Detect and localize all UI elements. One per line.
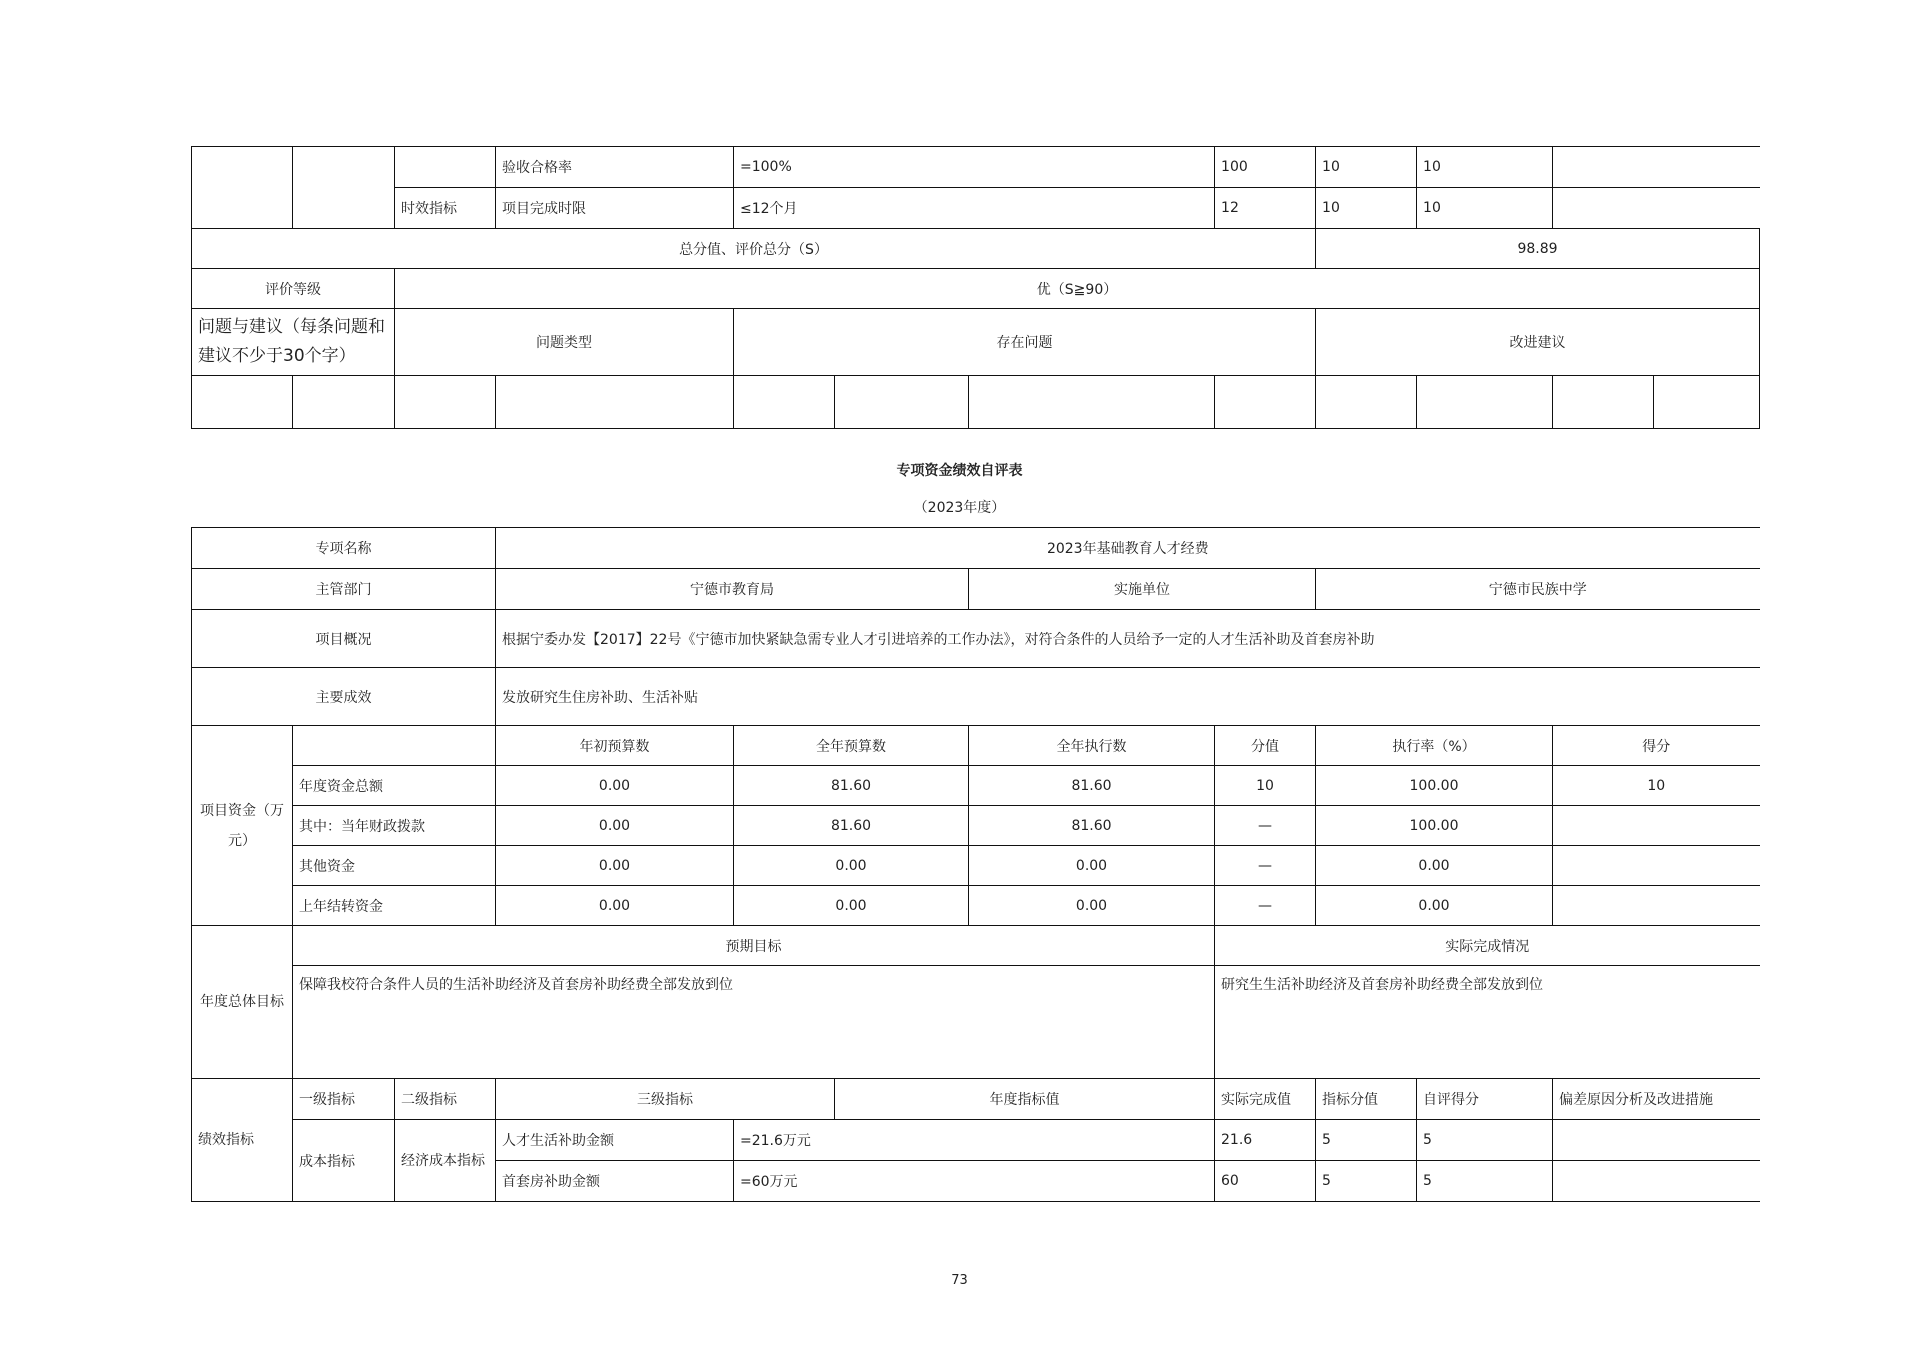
fund-cell: 81.60	[969, 766, 1215, 806]
impl-label: 实施单位	[969, 569, 1316, 610]
fund-cell: 0.00	[969, 846, 1215, 886]
form-title: 专项资金绩效自评表	[896, 463, 1023, 479]
fund-cell	[1553, 806, 1760, 846]
perf-header: 年度指标值	[835, 1079, 1215, 1120]
project-name-label: 专项名称	[192, 528, 496, 569]
secondary-indicator	[395, 147, 496, 188]
fund-cell: 0.00	[734, 846, 969, 886]
blank-cell	[293, 376, 395, 429]
page-number: 73	[951, 1273, 968, 1288]
perf-header: 三级指标	[496, 1079, 835, 1120]
perf-score: 5	[1316, 1161, 1417, 1202]
blank-cell	[1654, 376, 1760, 429]
fund-cell: 0.00	[496, 806, 734, 846]
perf-header: 一级指标	[293, 1079, 395, 1120]
perf-label: 绩效指标	[192, 1079, 293, 1202]
fund-row-name: 年度资金总额	[293, 766, 496, 806]
fund-cell: 0.00	[734, 886, 969, 926]
blank-cell	[969, 376, 1215, 429]
goal-expected-value: 保障我校符合条件人员的生活补助经济及首套房补助经费全部发放到位	[293, 966, 1215, 1079]
project-name: 2023年基础教育人才经费	[496, 528, 1760, 569]
fund-header: 得分	[1553, 726, 1760, 766]
overview-label: 项目概况	[192, 610, 496, 668]
fund-cell: 10	[1215, 766, 1316, 806]
fund-cell: 0.00	[1316, 886, 1553, 926]
blank-cell	[293, 147, 395, 229]
actual-value: 12	[1215, 188, 1316, 229]
tertiary-indicator: 项目完成时限	[496, 188, 734, 229]
fund-row-name: 其他资金	[293, 846, 496, 886]
indicator-score: 10	[1316, 147, 1417, 188]
fund-row-name: 其中：当年财政拨款	[293, 806, 496, 846]
total-score-label: 总分值、评价总分（S）	[192, 229, 1316, 269]
fund-cell: 0.00	[1316, 846, 1553, 886]
form-subtitle: （2023年度）	[913, 500, 1006, 516]
total-score-value: 98.89	[1316, 229, 1760, 269]
fund-cell	[1553, 846, 1760, 886]
perf-header: 自评得分	[1417, 1079, 1553, 1120]
overview-value: 根据宁委办发【2017】22号《宁德市加快紧缺急需专业人才引进培养的工作办法》，对符合条件的人员给予一定的人才生活补助及首套房补助	[496, 610, 1760, 668]
fund-cell: 100.00	[1316, 766, 1553, 806]
fund-cell	[1553, 886, 1760, 926]
issue-exist-header: 存在问题	[734, 309, 1316, 376]
blank-cell	[1553, 376, 1654, 429]
goal-actual-header: 实际完成情况	[1215, 926, 1760, 966]
goal-actual-value: 研究生生活补助经济及首套房补助经费全部发放到位	[1215, 966, 1760, 1079]
grade-label: 评价等级	[192, 269, 395, 309]
blank-cell	[734, 376, 835, 429]
perf-actual: 60	[1215, 1161, 1316, 1202]
dept-label: 主管部门	[192, 569, 496, 610]
perf-header: 指标分值	[1316, 1079, 1417, 1120]
deviation-note	[1553, 188, 1760, 229]
perf-self-score: 5	[1417, 1161, 1553, 1202]
fund-row-name: 上年结转资金	[293, 886, 496, 926]
blank-cell	[1215, 376, 1316, 429]
blank-cell	[192, 147, 293, 229]
issue-type-header: 问题类型	[395, 309, 734, 376]
perf-actual: 21.6	[1215, 1120, 1316, 1161]
actual-value: 100	[1215, 147, 1316, 188]
issues-label: 问题与建议（每条问题和建议不少于30个字）	[192, 309, 395, 376]
fund-cell: 100.00	[1316, 806, 1553, 846]
perf-note	[1553, 1120, 1760, 1161]
blank-cell	[835, 376, 969, 429]
perf-level2: 经济成本指标	[395, 1120, 496, 1202]
blank-cell	[395, 376, 496, 429]
fund-header: 年初预算数	[496, 726, 734, 766]
perf-header: 实际完成值	[1215, 1079, 1316, 1120]
top-evaluation-table	[191, 146, 1760, 429]
perf-note	[1553, 1161, 1760, 1202]
fund-cell: —	[1215, 886, 1316, 926]
impl-value: 宁德市民族中学	[1316, 569, 1760, 610]
deviation-note	[1553, 147, 1760, 188]
issue-improve-header: 改进建议	[1316, 309, 1760, 376]
fund-cell: —	[1215, 846, 1316, 886]
results-label: 主要成效	[192, 668, 496, 726]
perf-item-name: 首套房补助金额	[496, 1161, 734, 1202]
fund-cell: —	[1215, 806, 1316, 846]
blank-cell	[496, 376, 734, 429]
indicator-score: 10	[1316, 188, 1417, 229]
fund-header: 全年预算数	[734, 726, 969, 766]
goal-expected-header: 预期目标	[293, 926, 1215, 966]
self-score: 10	[1417, 147, 1553, 188]
perf-score: 5	[1316, 1120, 1417, 1161]
secondary-indicator: 时效指标	[395, 188, 496, 229]
blank-cell	[1417, 376, 1553, 429]
fund-label: 项目资金（万元）	[192, 726, 293, 926]
grade-value: 优（S≧90）	[395, 269, 1760, 309]
results-value: 发放研究生住房补助、生活补贴	[496, 668, 1760, 726]
fund-header: 分值	[1215, 726, 1316, 766]
perf-target: =21.6万元	[734, 1120, 1215, 1161]
perf-item-name: 人才生活补助金额	[496, 1120, 734, 1161]
fund-cell: 81.60	[734, 806, 969, 846]
fund-cell: 10	[1553, 766, 1760, 806]
perf-level1: 成本指标	[293, 1120, 395, 1202]
fund-cell: 0.00	[969, 886, 1215, 926]
indicator-target: ≤12个月	[734, 188, 1215, 229]
blank-cell	[192, 376, 293, 429]
goal-label: 年度总体目标	[192, 926, 293, 1079]
fund-cell: 0.00	[496, 886, 734, 926]
fund-header: 执行率（%）	[1316, 726, 1553, 766]
indicator-target: =100%	[734, 147, 1215, 188]
dept-value: 宁德市教育局	[496, 569, 969, 610]
fund-cell: 81.60	[969, 806, 1215, 846]
fund-cell: 0.00	[496, 766, 734, 806]
perf-header: 偏差原因分析及改进措施	[1553, 1079, 1760, 1120]
fund-header: 全年执行数	[969, 726, 1215, 766]
tertiary-indicator: 验收合格率	[496, 147, 734, 188]
special-fund-evaluation-table	[191, 527, 1760, 1202]
perf-self-score: 5	[1417, 1120, 1553, 1161]
blank-cell	[293, 726, 496, 766]
self-score: 10	[1417, 188, 1553, 229]
fund-cell: 81.60	[734, 766, 969, 806]
perf-header: 二级指标	[395, 1079, 496, 1120]
blank-cell	[1316, 376, 1417, 429]
fund-cell: 0.00	[496, 846, 734, 886]
perf-target: =60万元	[734, 1161, 1215, 1202]
